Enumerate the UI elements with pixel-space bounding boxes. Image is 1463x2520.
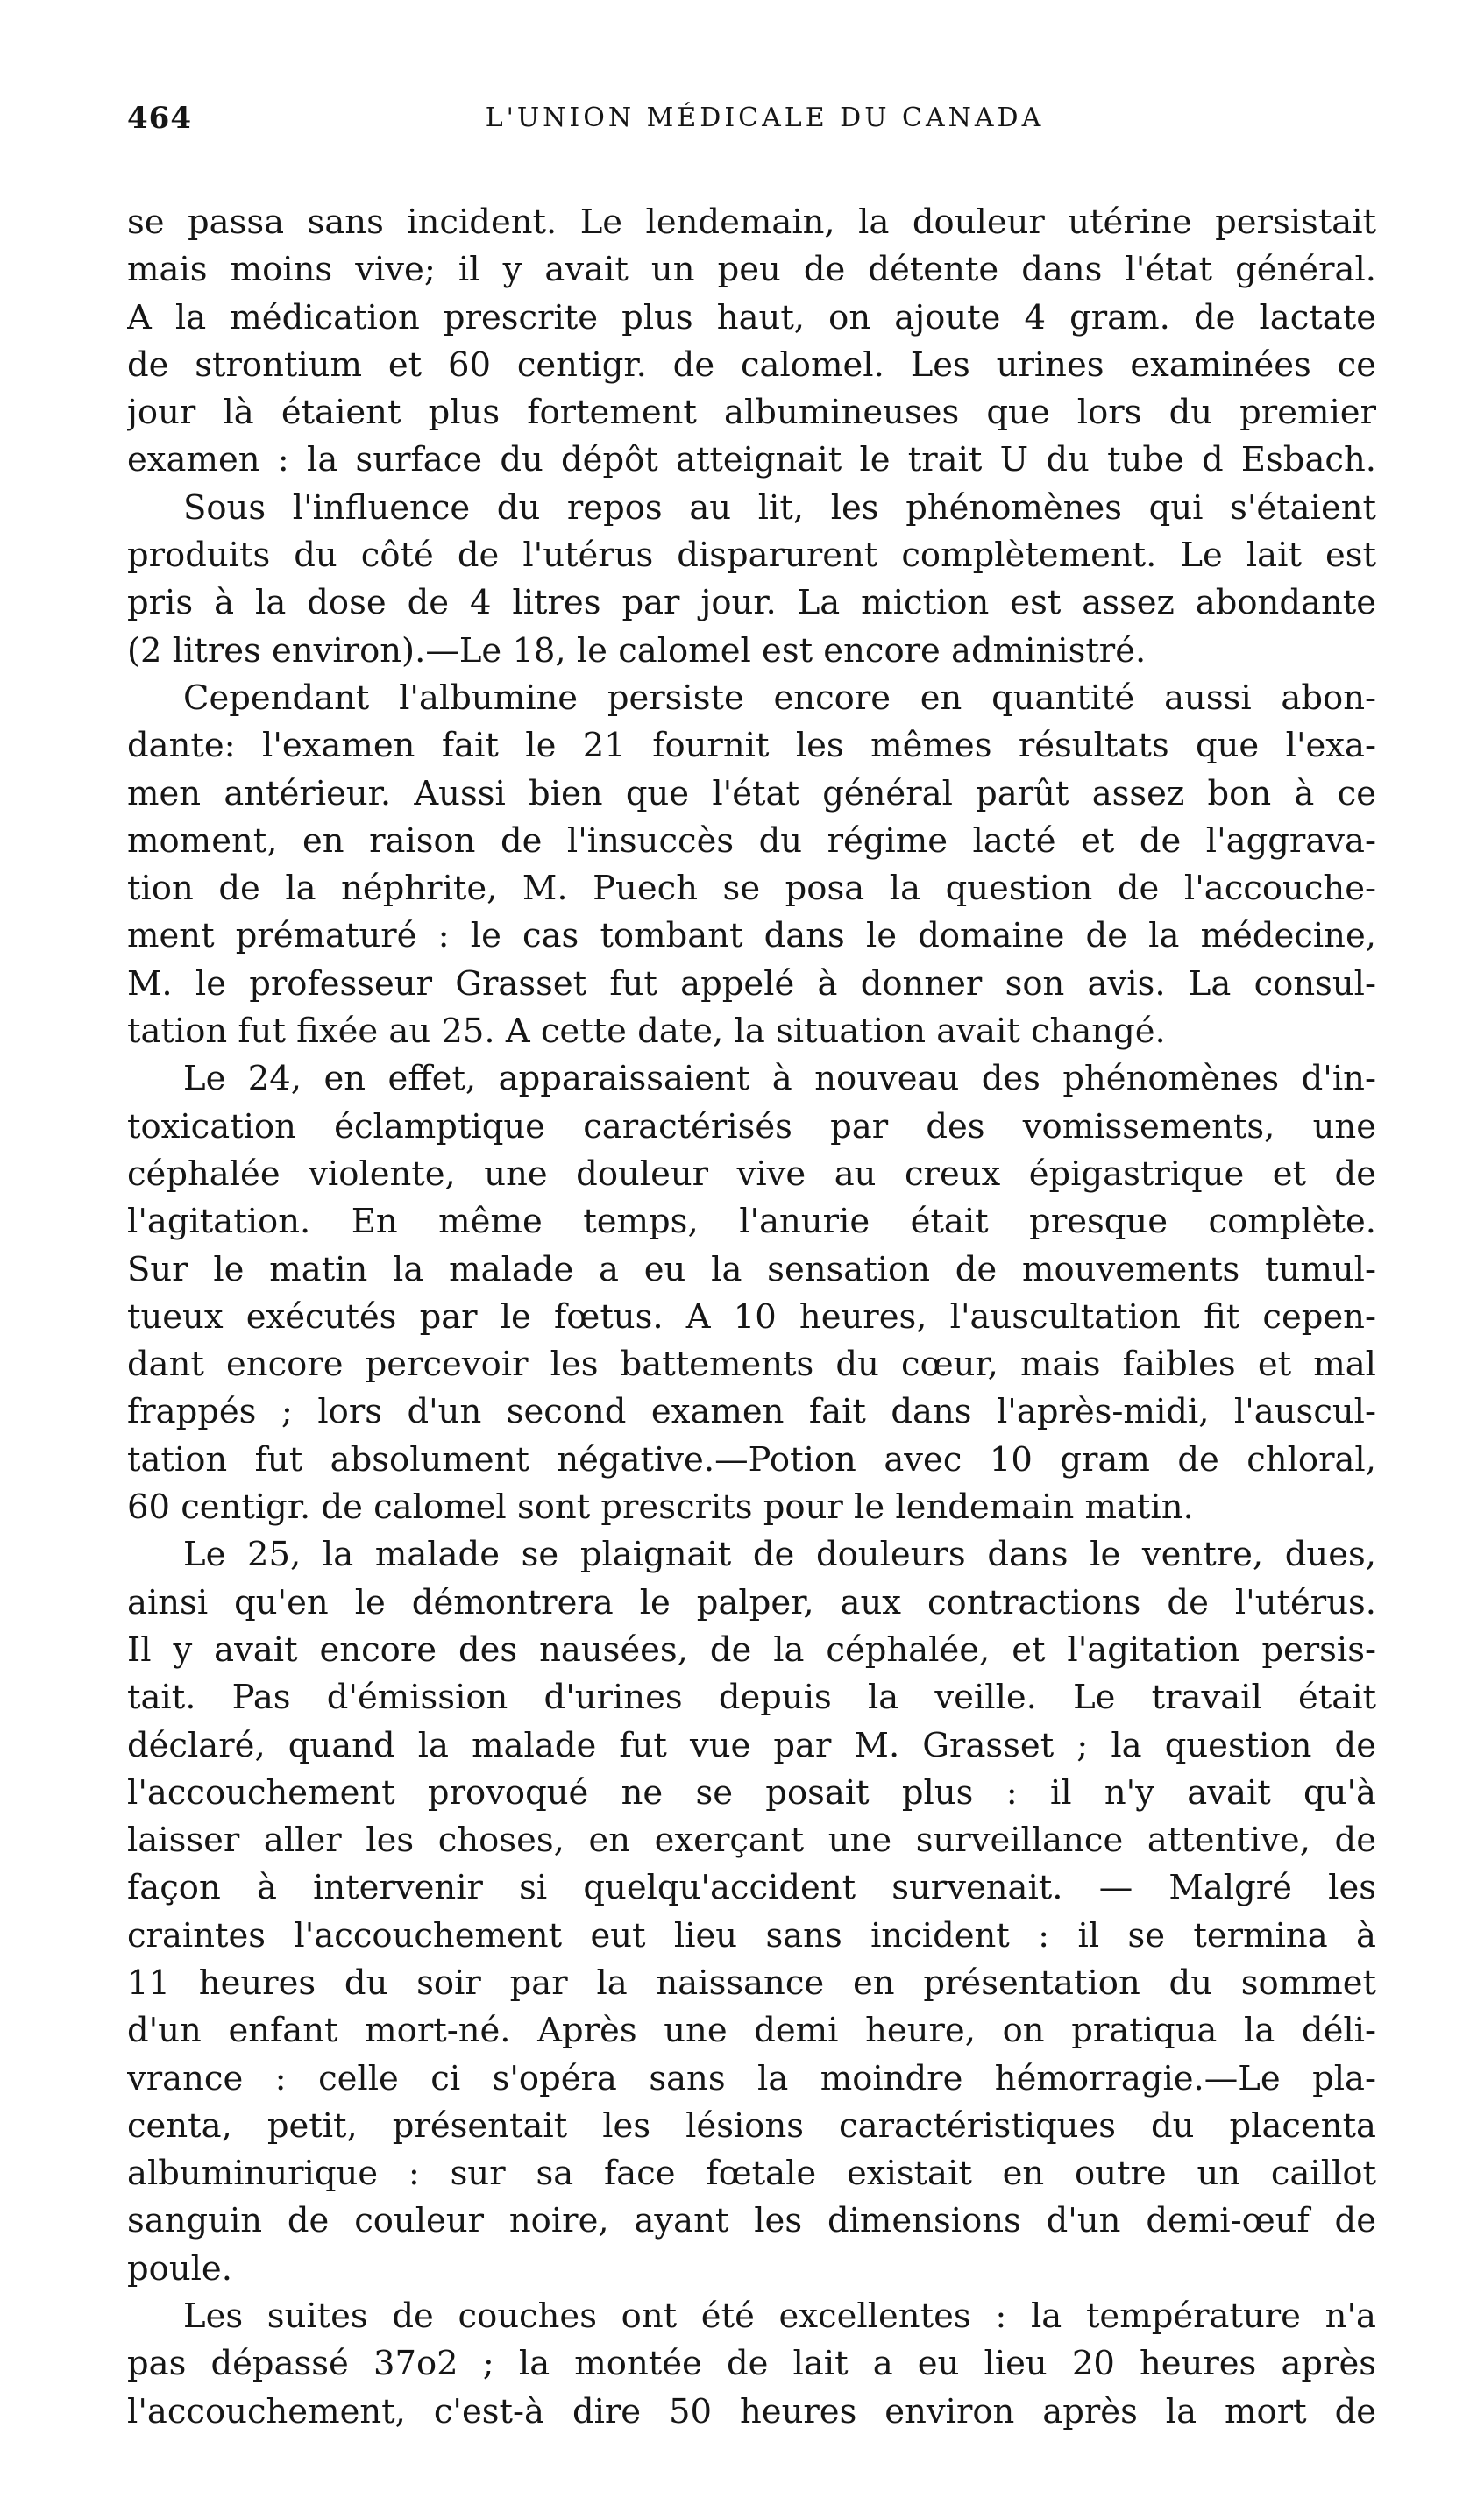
text-line: A la médication prescrite plus haut, on ajoute 4 gram. de lactate (127, 297, 1376, 337)
text-line: 60 centigr. de calomel sont prescrits pour le lendemain matin. (127, 1487, 1194, 1528)
text-line: M. le professeur Grasset fut appelé à donner son avis. La consul- (127, 963, 1376, 1004)
text-line: se passa sans incident. Le lendemain, la douleur utérine persistait (127, 202, 1376, 242)
text-line: pris à la dose de 4 litres par jour. La miction est assez abondante (127, 583, 1376, 623)
text-line: Il y avait encore des nausées, de la céphalée, et l'agitation persis- (127, 1629, 1376, 1670)
text-line: albuminurique : sur sa face fœtale existait en outre un caillot (127, 2154, 1376, 2194)
text-line: (2 litres environ).—Le 18, le calomel est encore administré. (127, 630, 1147, 671)
text-line: de strontium et 60 centigr. de calomel. Les urines examinées ce (127, 344, 1376, 385)
journal-title: L'UNION MÉDICALE DU CANADA (485, 103, 1045, 133)
text-line: sanguin de couleur noire, ayant les dimensions d'un demi-œuf de (127, 2201, 1376, 2241)
text-line: tait. Pas d'émission d'urines depuis la veille. Le travail était (127, 1678, 1376, 1718)
text-line: l'accouchement, c'est-à dire 50 heures environ après la mort de (127, 2391, 1376, 2431)
running-head (127, 92, 1376, 153)
text-line: dant encore percevoir les battements du cœur, mais faibles et mal (127, 1345, 1376, 1385)
text-line: produits du côté de l'utérus disparurent complètement. Le lait est (127, 536, 1376, 576)
text-line: Le 24, en effet, apparaissaient à nouveau des phénomènes d'in- (183, 1059, 1376, 1099)
text-line: l'agitation. En même temps, l'anurie était presque complète. (127, 1202, 1376, 1242)
text-line: laisser aller les choses, en exerçant une surveillance attentive, de (127, 1821, 1376, 1861)
text-line: 11 heures du soir par la naissance en présentation du sommet (127, 1963, 1376, 2003)
text-line: centa, petit, présentait les lésions caractéristiques du placenta (127, 2105, 1376, 2146)
text-line: ainsi qu'en le démontrera le palper, aux contractions de l'utérus. (127, 1582, 1376, 1622)
text-line: l'accouchement provoqué ne se posait plus : il n'y avait qu'à (127, 1772, 1376, 1813)
page-number: 464 (127, 101, 192, 136)
text-line: vrance : celle ci s'opéra sans la moindre hémorragie.—Le pla- (127, 2058, 1376, 2098)
text-line: examen : la surface du dépôt atteignait le trait U du tube d Esbach. (127, 440, 1376, 480)
text-line: Les suites de couches ont été excellentes : la température n'a (183, 2296, 1376, 2337)
text-line: dante: l'examen fait le 21 fournit les mêmes résultats que l'exa- (127, 726, 1376, 766)
text-line: d'un enfant mort-né. Après une demi heure, on pratiqua la déli- (127, 2011, 1376, 2051)
text-line: men antérieur. Aussi bien que l'état général parût assez bon à ce (127, 773, 1376, 813)
text-line: pas dépassé 37o2 ; la montée de lait a eu lieu 20 heures après (127, 2344, 1376, 2384)
text-line: tation fut absolument négative.—Potion avec 10 gram de chloral, (127, 1439, 1376, 1480)
text-line: tion de la néphrite, M. Puech se posa la question de l'accouche- (127, 869, 1376, 909)
text-line: façon à intervenir si quelqu'accident survenait. — Malgré les (127, 1868, 1376, 1908)
text-line: jour là étaient plus fortement albumineuses que lors du premier (127, 393, 1376, 433)
text-line: moment, en raison de l'insuccès du régime lacté et de l'aggrava- (127, 820, 1376, 861)
text-line: céphalée violente, une douleur vive au creux épigastrique et de (127, 1154, 1376, 1194)
body-text (127, 199, 1376, 2436)
text-line: déclaré, quand la malade fut vue par M. Grasset ; la question de (127, 1725, 1376, 1765)
book-page (127, 92, 1376, 2436)
text-line: Sous l'influence du repos au lit, les phénomènes qui s'étaient (183, 487, 1376, 528)
text-line: Cependant l'albumine persiste encore en quantité aussi abon- (183, 678, 1376, 718)
text-line: Sur le matin la malade a eu la sensation de mouvements tumul- (127, 1249, 1376, 1289)
text-line: tueux exécutés par le fœtus. A 10 heures, l'auscultation fit cepen- (127, 1296, 1376, 1337)
text-line: mais moins vive; il y avait un peu de détente dans l'état général. (127, 250, 1376, 290)
text-line: frappés ; lors d'un second examen fait dans l'après-midi, l'auscul- (127, 1392, 1376, 1432)
text-line: ment prématuré : le cas tombant dans le domaine de la médecine, (127, 916, 1376, 956)
text-line: tation fut fixée au 25. A cette date, la situation avait changé. (127, 1012, 1166, 1052)
text-line: toxication éclamptique caractérisés par des vomissements, une (127, 1106, 1376, 1146)
text-line: craintes l'accouchement eut lieu sans incident : il se termina à (127, 1915, 1376, 1956)
text-line: poule. (127, 2248, 232, 2289)
text-line: Le 25, la malade se plaignait de douleurs dans le ventre, dues, (183, 1535, 1376, 1575)
